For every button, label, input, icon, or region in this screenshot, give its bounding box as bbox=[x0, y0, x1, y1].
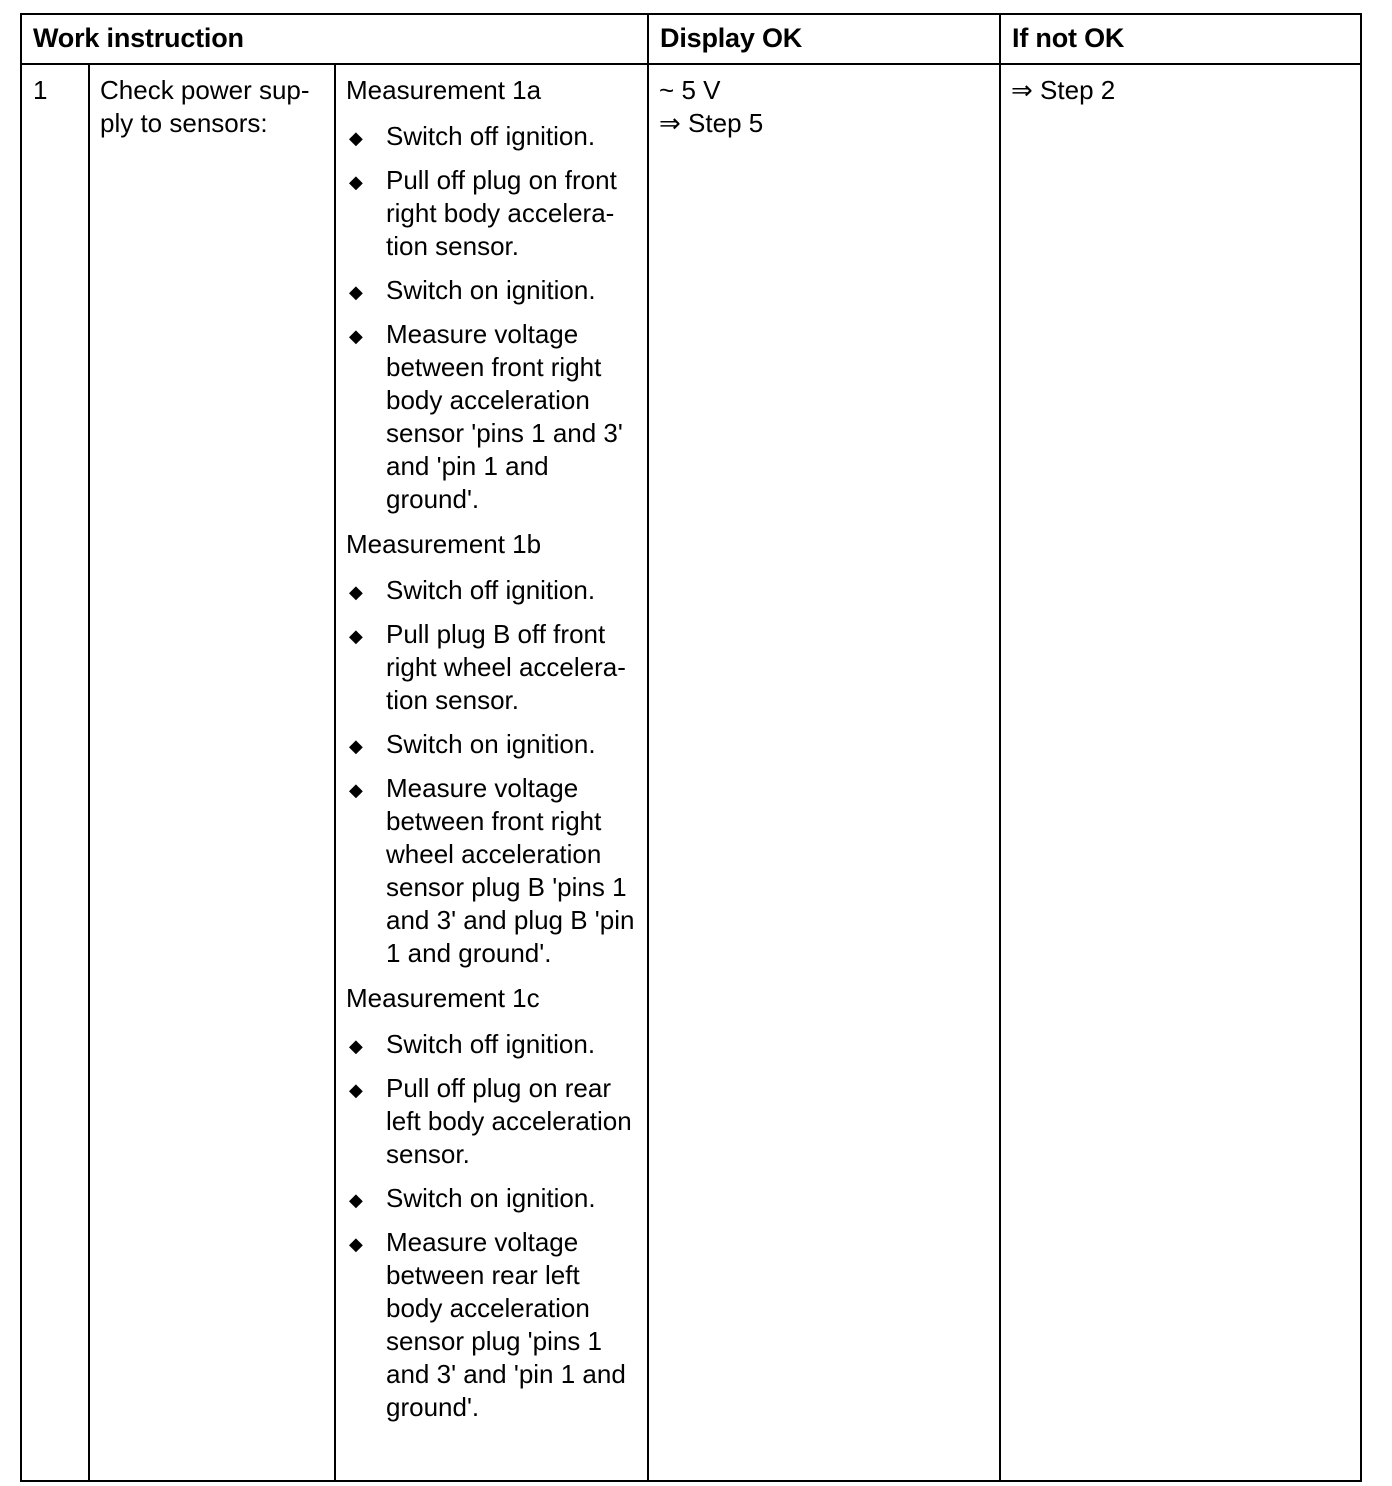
diamond-bullet-icon: ◆ bbox=[349, 1190, 363, 1210]
step-text: Measure voltage between front right wheel acceleration sensor plug B 'pins 1 and 3' and plug B 'pin 1 and ground'. bbox=[386, 773, 635, 968]
measurement-steps bbox=[346, 574, 637, 970]
work-instruction-table bbox=[20, 13, 1362, 1482]
diamond-bullet-icon: ◆ bbox=[349, 1080, 363, 1100]
step-text: Switch on ignition. bbox=[386, 275, 596, 305]
measurement-1b bbox=[336, 528, 647, 970]
list-item bbox=[346, 772, 637, 970]
list-item bbox=[346, 1072, 637, 1171]
measurement-title: Measurement 1c bbox=[346, 983, 540, 1013]
display-ok-next-step: ⇒ Step 5 bbox=[659, 108, 764, 138]
list-item bbox=[346, 120, 637, 153]
step-text: Measure voltage between front right body acceleration sensor 'pins 1 and 3' and 'pin 1 and ground'. bbox=[386, 319, 623, 514]
step-number: 1 bbox=[33, 75, 48, 105]
step-number-cell bbox=[21, 64, 89, 1481]
list-item bbox=[346, 728, 637, 761]
if-not-ok-next-step: ⇒ Step 2 bbox=[1011, 75, 1116, 105]
measurement-title: Measurement 1a bbox=[346, 75, 542, 105]
measurement-steps bbox=[346, 1028, 637, 1424]
measurement-title: Measurement 1b bbox=[346, 529, 542, 559]
task-text bbox=[90, 65, 334, 140]
header-work-instruction: Work instruction bbox=[21, 14, 648, 64]
diamond-bullet-icon: ◆ bbox=[349, 582, 363, 602]
step-text: Switch off ignition. bbox=[386, 1029, 596, 1059]
measurement-steps bbox=[346, 120, 637, 516]
display-ok-value: ~ 5 V bbox=[659, 75, 721, 105]
measurements-cell bbox=[335, 64, 648, 1481]
header-display-ok: Display OK bbox=[648, 14, 1000, 64]
table-header-row bbox=[21, 14, 1361, 64]
table-row bbox=[21, 64, 1361, 1481]
step-text: Switch off ignition. bbox=[386, 575, 596, 605]
step-text: Pull off plug on front right body accelera-tion sensor. bbox=[386, 165, 617, 261]
list-item bbox=[346, 318, 637, 516]
list-item bbox=[346, 164, 637, 263]
list-item bbox=[346, 1028, 637, 1061]
diamond-bullet-icon: ◆ bbox=[349, 326, 363, 346]
step-text: Switch off ignition. bbox=[386, 121, 596, 151]
step-text: Switch on ignition. bbox=[386, 1183, 596, 1213]
list-item bbox=[346, 1226, 637, 1424]
display-ok-cell bbox=[648, 64, 1000, 1481]
diamond-bullet-icon: ◆ bbox=[349, 1234, 363, 1254]
diamond-bullet-icon: ◆ bbox=[349, 1036, 363, 1056]
step-text: Measure voltage between rear left body acceleration sensor plug 'pins 1 and 3' and 'pin 1 and ground'. bbox=[386, 1227, 626, 1422]
header-if-not-ok: If not OK bbox=[1000, 14, 1361, 64]
task-line: Check power sup- bbox=[100, 75, 310, 105]
diamond-bullet-icon: ◆ bbox=[349, 172, 363, 192]
diamond-bullet-icon: ◆ bbox=[349, 128, 363, 148]
measurement-1c bbox=[336, 982, 647, 1424]
task-line: ply to sensors: bbox=[100, 108, 268, 138]
diamond-bullet-icon: ◆ bbox=[349, 626, 363, 646]
diamond-bullet-icon: ◆ bbox=[349, 780, 363, 800]
list-item bbox=[346, 618, 637, 717]
diamond-bullet-icon: ◆ bbox=[349, 736, 363, 756]
list-item bbox=[346, 274, 637, 307]
list-item bbox=[346, 574, 637, 607]
diamond-bullet-icon: ◆ bbox=[349, 282, 363, 302]
list-item bbox=[346, 1182, 637, 1215]
task-cell bbox=[89, 64, 335, 1481]
step-text: Pull off plug on rear left body acceleration sensor. bbox=[386, 1073, 632, 1169]
step-text: Pull plug B off front right wheel accelera-tion sensor. bbox=[386, 619, 626, 715]
if-not-ok-cell bbox=[1000, 64, 1361, 1481]
display-ok-values bbox=[649, 65, 999, 140]
measurement-1a bbox=[336, 65, 647, 516]
step-text: Switch on ignition. bbox=[386, 729, 596, 759]
